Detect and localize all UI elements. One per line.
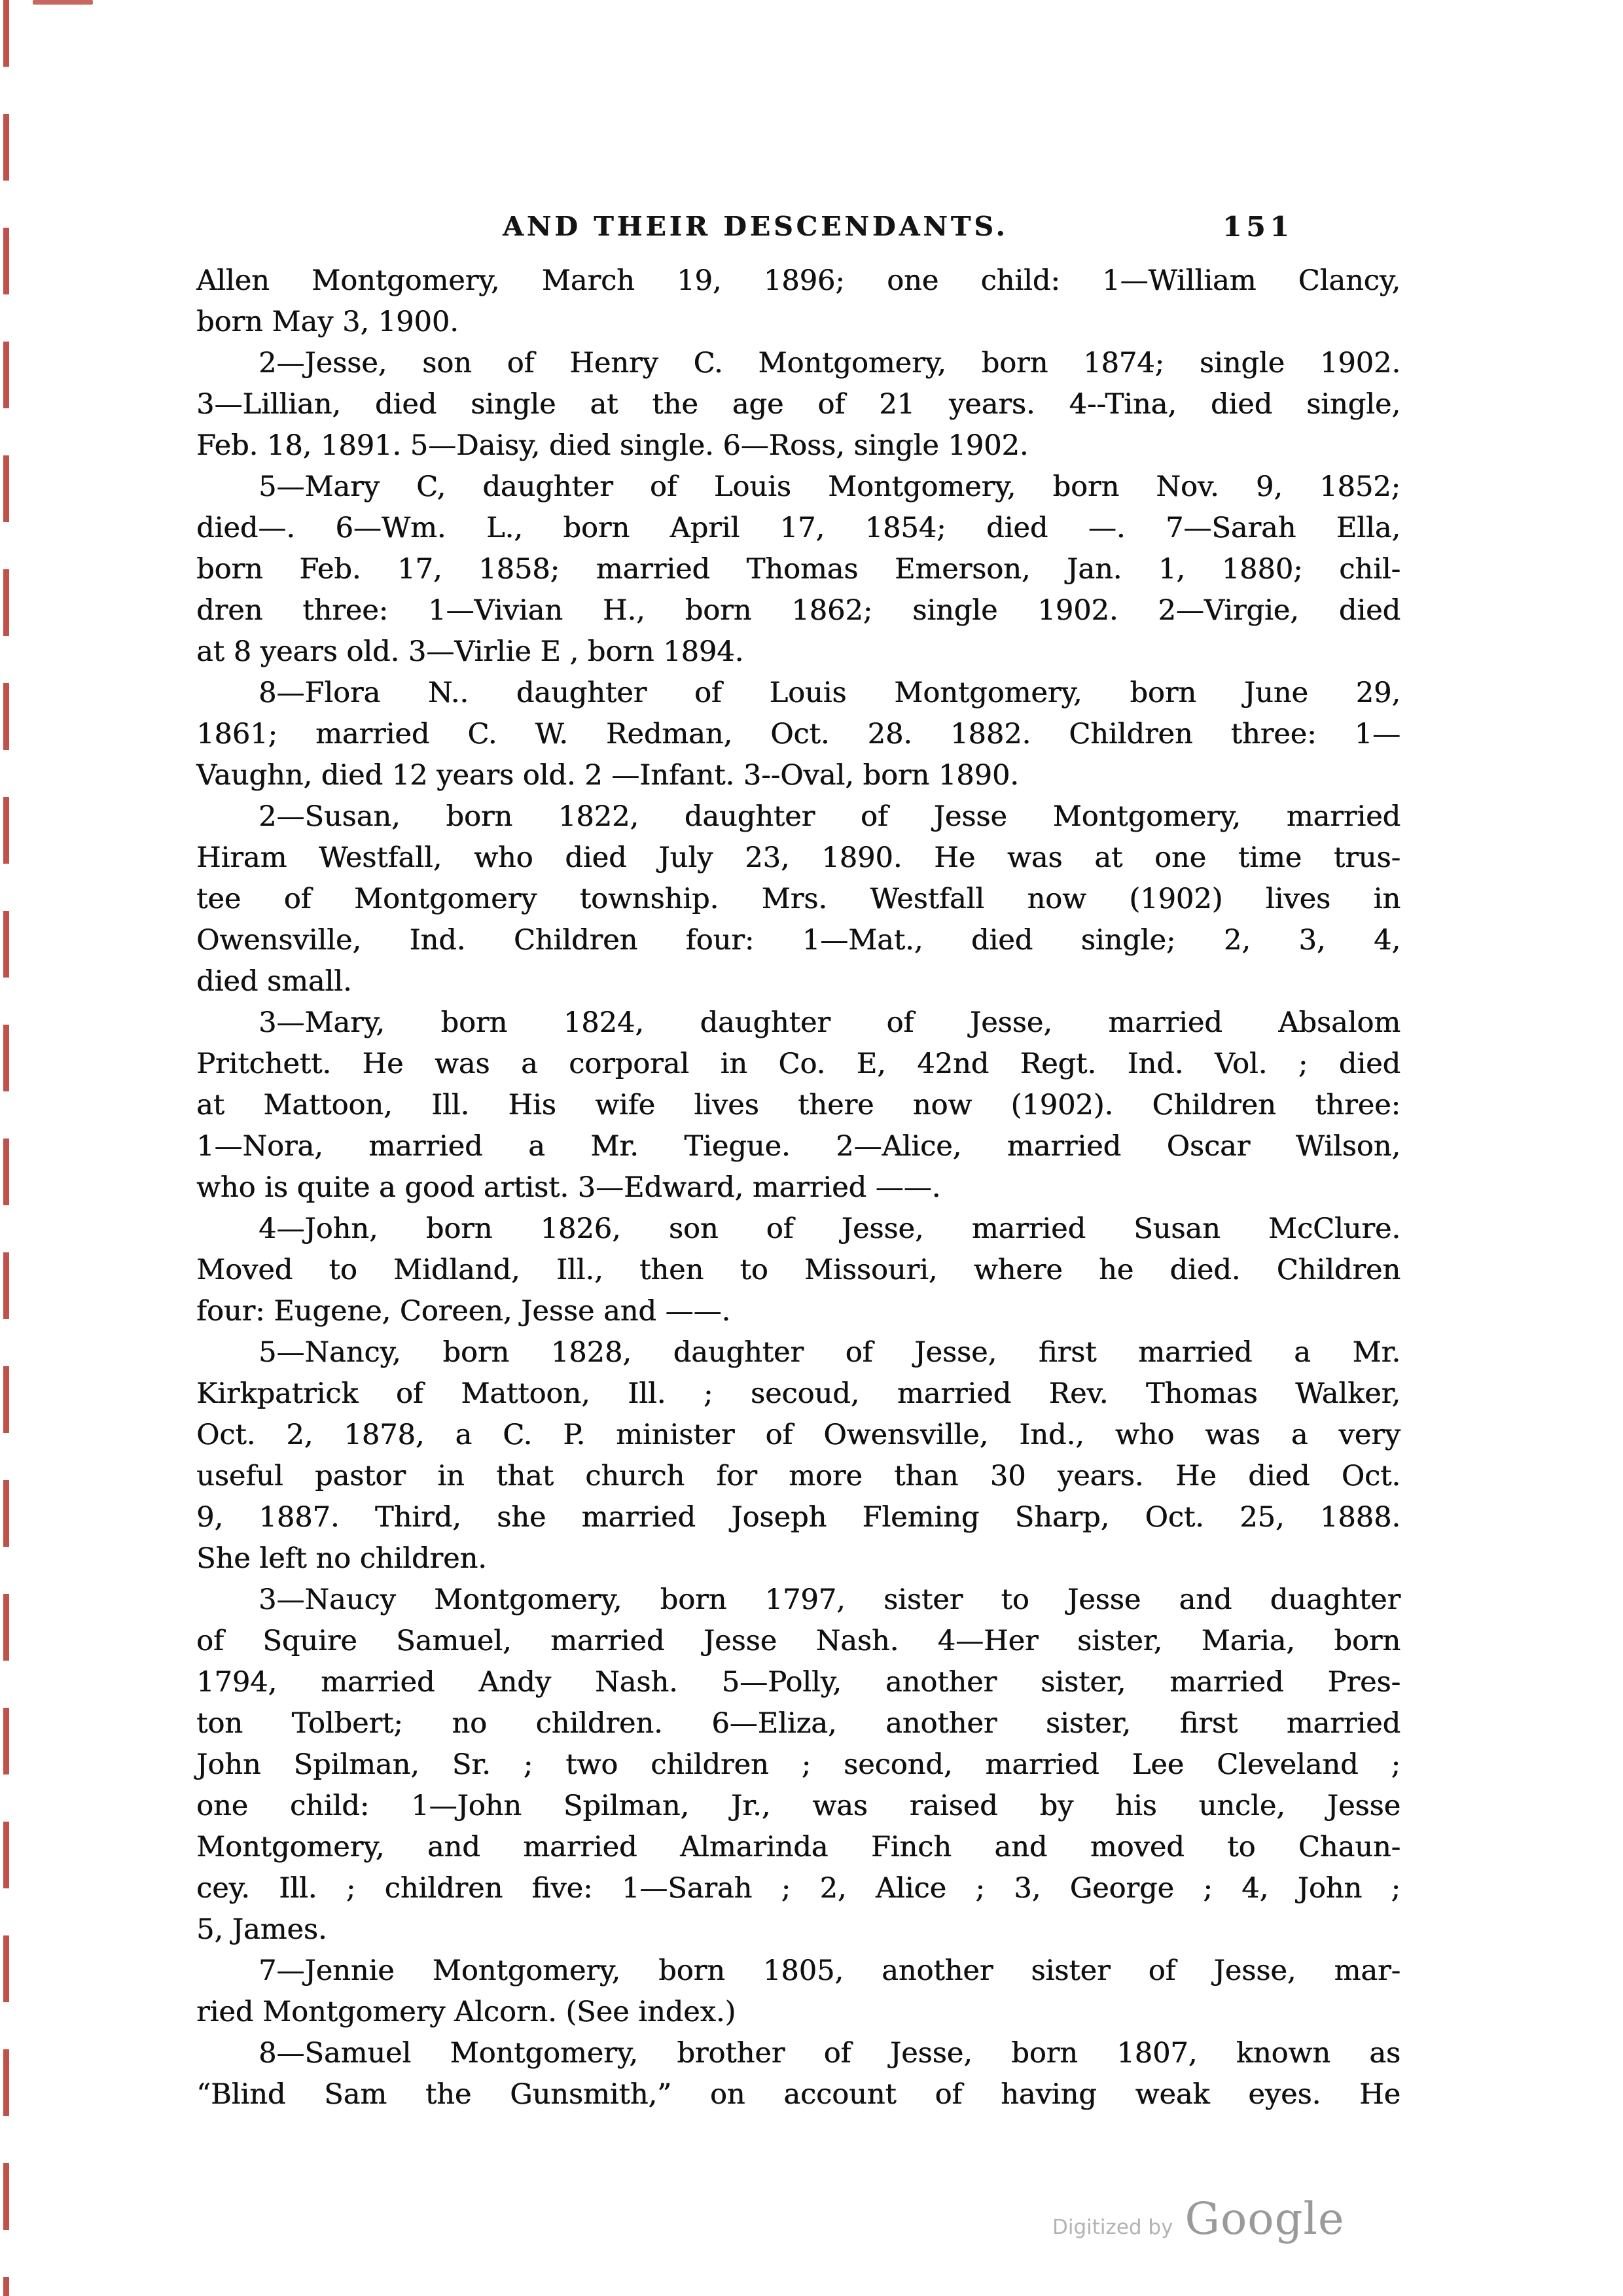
paragraph	[196, 1002, 1400, 1209]
text-line: ton Tolbert; no children. 6—Eliza, another sister, first married	[196, 1707, 1400, 1740]
paragraph	[196, 1209, 1400, 1332]
paragraph	[196, 1580, 1400, 1951]
text-line: 3—Mary, born 1824, daughter of Jesse, married Absalom	[259, 1006, 1400, 1039]
text-line: of Squire Samuel, married Jesse Nash. 4—Her sister, Maria, born	[196, 1625, 1400, 1657]
paragraph	[196, 1951, 1400, 2033]
text-line: Montgomery, and married Almarinda Finch and moved to Chaun-	[196, 1831, 1400, 1863]
text-line: 9, 1887. Third, she married Joseph Fleming Sharp, Oct. 25, 1888.	[196, 1501, 1400, 1534]
page-header-title: AND THEIR DESCENDANTS.	[503, 211, 1008, 242]
text-line: 5—Nancy, born 1828, daughter of Jesse, first married a Mr.	[259, 1336, 1400, 1369]
text-line: useful pastor in that church for more than 30 years. He died Oct.	[196, 1460, 1400, 1492]
text-line: 8—Samuel Montgomery, brother of Jesse, born 1807, known as	[259, 2037, 1400, 2070]
text-line: tee of Montgomery township. Mrs. Westfall now (1902) lives in	[196, 883, 1400, 915]
text-line: four: Eugene, Coreen, Jesse and ——.	[196, 1295, 731, 1328]
google-logo: Google	[1185, 2193, 1345, 2244]
watermark	[1052, 2193, 1345, 2244]
text-line: died—. 6—Wm. L., born April 17, 1854; died —. 7—Sarah Ella,	[196, 512, 1400, 544]
paragraph	[196, 343, 1400, 467]
paragraph	[196, 673, 1400, 796]
text-line: John Spilman, Sr. ; two children ; second, married Lee Cleveland ;	[196, 1748, 1400, 1781]
scan-edge-marks	[3, 0, 9, 2296]
text-line: She left no children.	[196, 1542, 487, 1575]
digitized-by-label: Digitized by	[1052, 2216, 1173, 2239]
text-line: Feb. 18, 1891. 5—Daisy, died single. 6—Ross, single 1902.	[196, 429, 1029, 462]
text-line: Hiram Westfall, who died July 23, 1890. He was at one time trus-	[196, 841, 1400, 874]
text-line: Pritchett. He was a corporal in Co. E, 42nd Regt. Ind. Vol. ; died	[196, 1048, 1400, 1080]
page-number: 151	[1222, 211, 1294, 243]
text-line: 1794, married Andy Nash. 5—Polly, another sister, married Pres-	[196, 1666, 1400, 1699]
text-line: died small.	[196, 965, 352, 998]
text-line: Moved to Midland, Ill., then to Missouri, where he died. Children	[196, 1254, 1400, 1286]
paragraph	[196, 2033, 1400, 2115]
paragraph	[196, 260, 1400, 343]
text-line: at 8 years old. 3—Virlie E , born 1894.	[196, 635, 744, 668]
text-line: 3—Naucy Montgomery, born 1797, sister to Jesse and duaghter	[259, 1583, 1400, 1616]
text-line: who is quite a good artist. 3—Edward, married ——.	[196, 1171, 941, 1204]
text-line: 1—Nora, married a Mr. Tiegue. 2—Alice, married Oscar Wilson,	[196, 1130, 1400, 1163]
text-line: 3—Lillian, died single at the age of 21 years. 4--Tina, died single,	[196, 388, 1400, 421]
text-line: 2—Susan, born 1822, daughter of Jesse Montgomery, married	[259, 800, 1400, 833]
text-line: ried Montgomery Alcorn. (See index.)	[196, 1996, 736, 2028]
text-line: Vaughn, died 12 years old. 2 —Infant. 3--Oval, born 1890.	[196, 759, 1019, 792]
scan-edge-mark-top	[33, 0, 93, 5]
text-line: cey. Ill. ; children five: 1—Sarah ; 2, Alice ; 3, George ; 4, John ;	[196, 1872, 1400, 1905]
text-line: born May 3, 1900.	[196, 306, 459, 338]
paragraph	[196, 1332, 1400, 1580]
paragraph	[196, 467, 1400, 673]
paragraph	[196, 796, 1400, 1002]
text-line: 5, James.	[196, 1913, 327, 1946]
text-line: 4—John, born 1826, son of Jesse, married Susan McClure.	[259, 1212, 1400, 1245]
text-line: “Blind Sam the Gunsmith,” on account of having weak eyes. He	[196, 2078, 1400, 2111]
text-line: 5—Mary C, daughter of Louis Montgomery, born Nov. 9, 1852;	[259, 470, 1400, 503]
text-line: at Mattoon, Ill. His wife lives there now (1902). Children three:	[196, 1089, 1400, 1122]
text-line: one child: 1—John Spilman, Jr., was raised by his uncle, Jesse	[196, 1790, 1400, 1822]
text-line: 7—Jennie Montgomery, born 1805, another sister of Jesse, mar-	[259, 1954, 1400, 1987]
text-line: Allen Montgomery, March 19, 1896; one child: 1—William Clancy,	[196, 264, 1400, 297]
text-line: dren three: 1—Vivian H., born 1862; single 1902. 2—Virgie, died	[196, 594, 1400, 627]
text-line: Oct. 2, 1878, a C. P. minister of Owensville, Ind., who was a very	[196, 1419, 1400, 1451]
text-line: 8—Flora N.. daughter of Louis Montgomery, born June 29,	[259, 677, 1400, 709]
text-line: Owensville, Ind. Children four: 1—Mat., died single; 2, 3, 4,	[196, 924, 1400, 957]
running-head	[196, 211, 1400, 253]
text-line: born Feb. 17, 1858; married Thomas Emerson, Jan. 1, 1880; chil-	[196, 553, 1400, 586]
body-text	[196, 260, 1400, 2115]
text-line: Kirkpatrick of Mattoon, Ill. ; secoud, married Rev. Thomas Walker,	[196, 1377, 1400, 1410]
text-line: 1861; married C. W. Redman, Oct. 28. 1882. Children three: 1—	[196, 718, 1400, 751]
text-line: 2—Jesse, son of Henry C. Montgomery, born 1874; single 1902.	[259, 347, 1400, 380]
